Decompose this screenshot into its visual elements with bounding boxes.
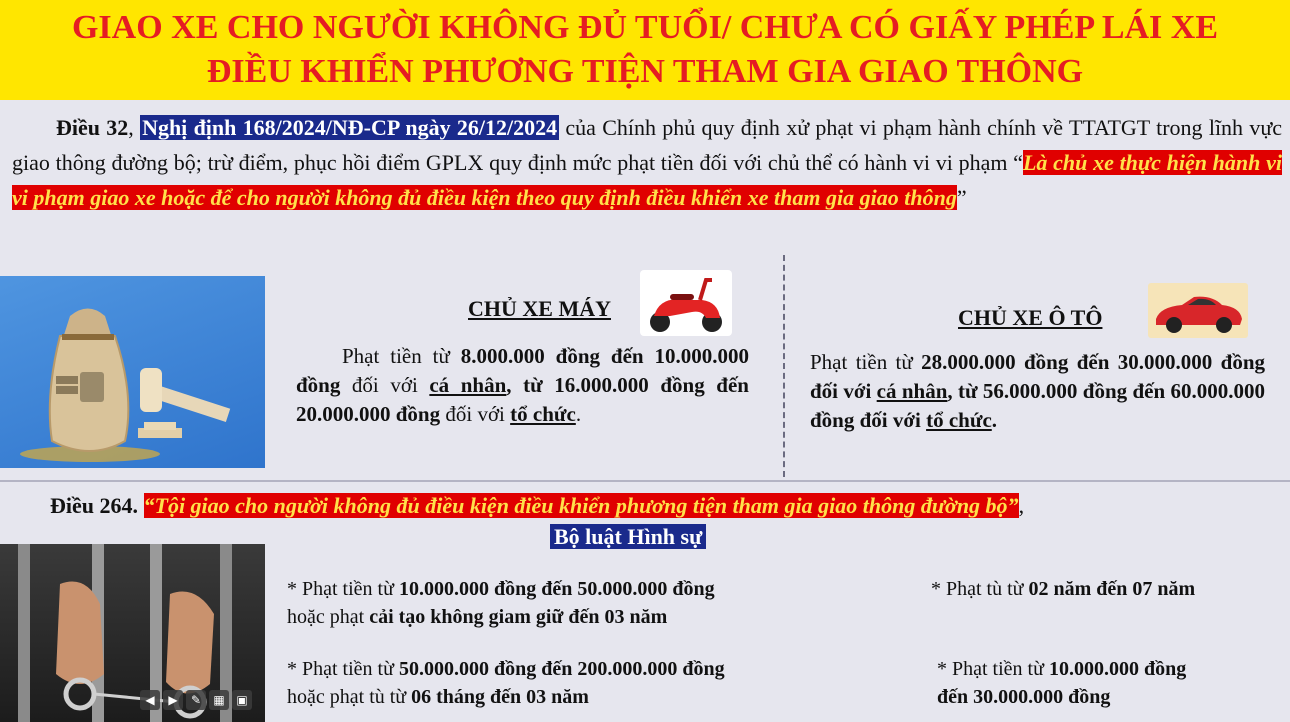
- intro-close-quote: ”: [956, 185, 967, 210]
- car-organization-label: tổ chức: [926, 408, 992, 432]
- section-divider: [0, 480, 1290, 482]
- car-fine-text: Phạt tiền từ 28.000.000 đồng đến 30.000.000 đồng đối với cá nhân, từ 56.000.000 đồng đến 60.000.000 đồng đối với tổ chức.: [810, 350, 1265, 432]
- motorbike-fine-text: Phạt tiền từ 8.000.000 đồng đến 10.000.000 đồng đối với cá nhân, từ 16.000.000 đồng đến 20.000.000 đồng đối với tổ chức.: [296, 344, 749, 426]
- intro-paragraph: Điều 32, Nghị định 168/2024/NĐ-CP ngày 26/12/2024 của Chính phủ quy định xử phạt vi phạm hành chính về TTATGT trong lĩnh vực giao thông đường bộ; trừ điểm, phục hồi điểm GPLX quy định mức phạt tiền đối với chủ thể có hành vi vi phạm “Là chủ xe thực hiện hành vi vi phạm giao xe hoặc để cho người không đủ điều kiện theo quy định điều khiển xe tham gia giao thông”: [12, 115, 1283, 210]
- header-title-line1: GIAO XE CHO NGƯỜI KHÔNG ĐỦ TUỔI/ CHƯA CÓ GIẤY PHÉP LÁI XE: [71, 9, 1219, 46]
- penalty-fine-1: * Phạt tiền từ 10.000.000 đồng đến 50.000.000 đồng hoặc phạt cải tạo không giam giữ đến 03 năm: [287, 578, 715, 628]
- scooter-icon: [640, 270, 732, 336]
- grid-icon[interactable]: ▦: [209, 690, 229, 710]
- prev-icon[interactable]: ◀: [140, 690, 160, 710]
- crime-name-highlight: “Tội giao cho người không đủ điều kiện điều khiển phương tiện tham gia giao thông đường bộ”: [143, 493, 1019, 518]
- pen-icon[interactable]: ✎: [186, 690, 206, 710]
- camera-icon[interactable]: ▣: [232, 690, 252, 710]
- motorbike-owner-title: CHỦ XE MÁY: [468, 296, 611, 321]
- next-icon[interactable]: ▶: [163, 690, 183, 710]
- motorbike-fine-organization: 16.000.000 đồng đến 20.000.000 đồng: [296, 373, 749, 426]
- article-264-label: Điều 264.: [50, 493, 138, 518]
- header-title-line2: ĐIỀU KHIỂN PHƯƠNG TIỆN THAM GIA GIAO THÔNG: [206, 53, 1084, 90]
- individual-label: cá nhân: [429, 373, 507, 397]
- penalty-additional-fine: * Phạt tiền từ 10.000.000 đồng đến 30.000.000 đồng: [937, 658, 1187, 708]
- car-owner-title: CHỦ XE Ô TÔ: [958, 305, 1103, 330]
- penalty-fine-2: * Phạt tiền từ 50.000.000 đồng đến 200.000.000 đồng hoặc phạt tù từ 06 tháng đến 03 năm: [287, 658, 725, 708]
- slide-toolbar: [140, 690, 256, 716]
- sports-car-icon: [1148, 283, 1248, 338]
- intro-body: của Chính phủ quy định xử phạt vi phạm hành chính về TTATGT trong lĩnh vực giao thông đường bộ; trừ điểm, phục hồi điểm GPLX quy định mức phạt tiền đối với chủ thể có hành vi vi phạm “: [12, 115, 1283, 175]
- violation-highlight: Là chủ xe thực hiện hành vi vi phạm giao xe hoặc để cho người không đủ điều kiện theo quy định điều khiển xe tham gia giao thông: [12, 150, 1282, 210]
- decree-highlight: Nghị định 168/2024/NĐ-CP ngày 26/12/2024: [142, 115, 558, 140]
- car-fine-organization: 56.000.000 đồng đến 60.000.000 đồng: [810, 379, 1265, 432]
- article-264-line: Điều 264. “Tội giao cho người không đủ điều kiện điều khiển phương tiện tham gia giao thông đường bộ”,: [50, 493, 1025, 518]
- column-divider: [783, 255, 785, 477]
- header-banner: [0, 0, 1290, 100]
- motorbike-fine-individual: 8.000.000 đồng đến 10.000.000 đồng: [296, 344, 749, 397]
- car-individual-label: cá nhân: [876, 379, 948, 403]
- car-fine-individual: 28.000.000 đồng đến 30.000.000 đồng: [921, 350, 1265, 374]
- penalty-prison-1: * Phạt tù từ 02 năm đến 07 năm: [931, 578, 1196, 600]
- article-32-label: Điều 32: [56, 115, 129, 140]
- criminal-code-label: Bộ luật Hình sự: [550, 522, 706, 552]
- money-bag-gavel-image: [0, 276, 265, 468]
- organization-label: tổ chức: [510, 402, 576, 426]
